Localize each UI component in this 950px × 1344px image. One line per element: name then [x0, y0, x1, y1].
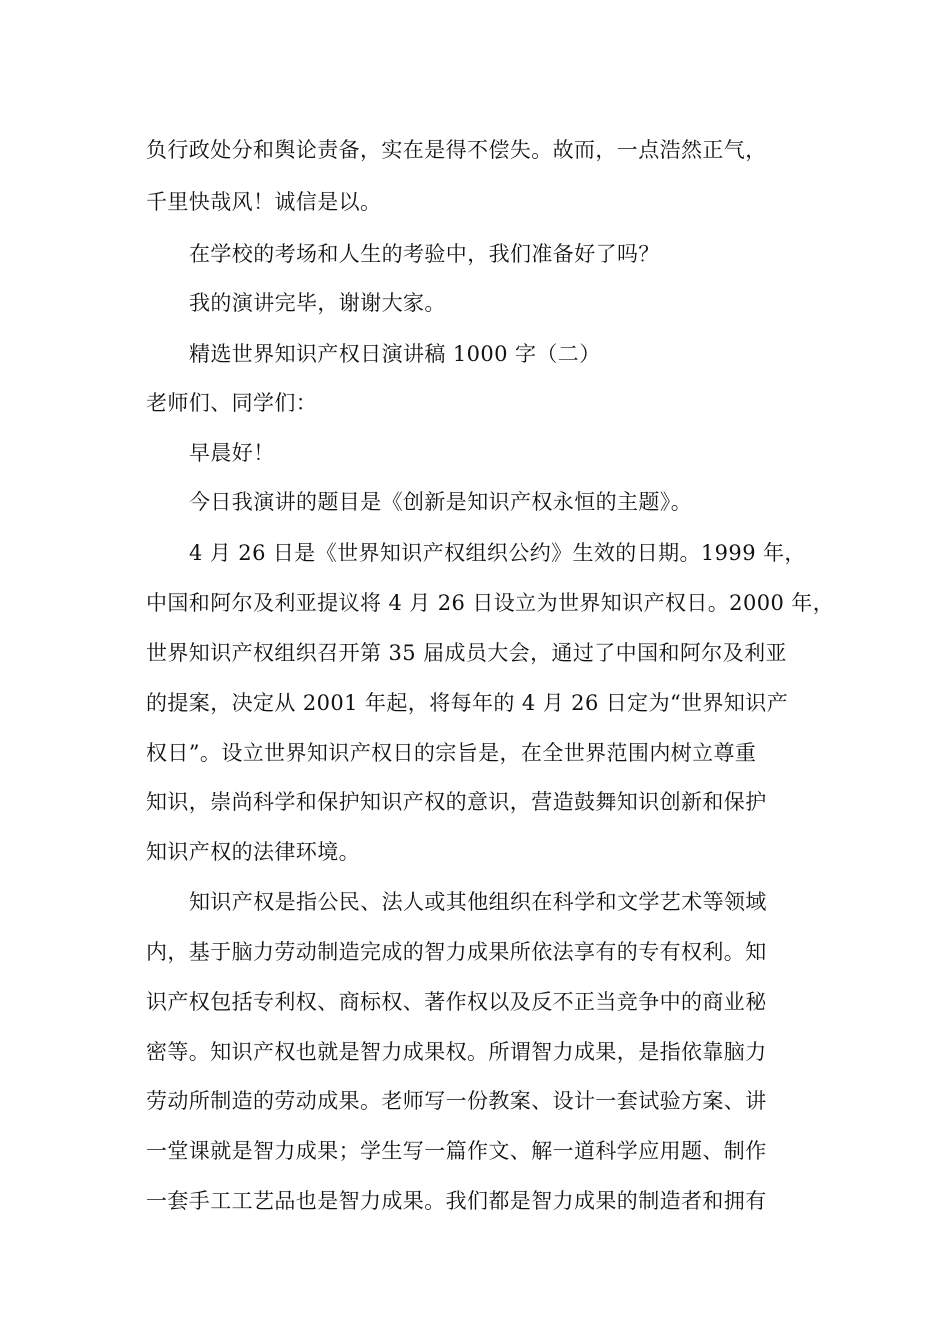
text-line: 知识，崇尚科学和保护知识产权的意识，营造鼓舞知识创新和保护: [146, 790, 767, 814]
text-line: 4 月 26 日是《世界知识产权组织公约》生效的日期。1999 年，: [189, 541, 806, 565]
salutation: 老师们、同学们：: [146, 391, 318, 415]
text-line: 中国和阿尔及利亚提议将 4 月 26 日设立为世界知识产权日。2000 年，: [146, 591, 835, 615]
text-line: 的提案，决定从 2001 年起，将每年的 4 月 26 日定为“世界知识产: [146, 691, 789, 715]
text-line: 权日”。设立世界知识产权日的宗旨是，在全世界范围内树立尊重: [146, 741, 757, 765]
section-heading: 精选世界知识产权日演讲稿 1000 字（二）: [189, 342, 601, 366]
text-line: 今日我演讲的题目是《创新是知识产权永恒的主题》。: [189, 490, 693, 514]
text-line: 识产权包括专利权、商标权、著作权以及反不正当竞争中的商业秘: [146, 990, 767, 1014]
text-line: 知识产权是指公民、法人或其他组织在科学和文学艺术等领域: [189, 890, 767, 914]
text-line: 密等。知识产权也就是智力成果权。所谓智力成果，是指依靠脑力: [146, 1040, 767, 1064]
text-line: 负行政处分和舆论责备，实在是得不偿失。故而，一点浩然正气，: [146, 138, 767, 162]
text-line: 内，基于脑力劳动制造完成的智力成果所依法享有的专有权利。知: [146, 940, 767, 964]
text-line: 在学校的考场和人生的考验中，我们准备好了吗？: [189, 242, 660, 266]
text-line: 一堂课就是智力成果；学生写一篇作文、解一道科学应用题、制作: [146, 1139, 767, 1163]
text-line: 千里快哉风！诚信是以。: [146, 190, 382, 214]
text-line: 我的演讲完毕，谢谢大家。: [189, 291, 446, 315]
text-line: 劳动所制造的劳动成果。老师写一份教案、设计一套试验方案、讲: [146, 1089, 767, 1113]
text-line: 一套手工工艺品也是智力成果。我们都是智力成果的制造者和拥有: [146, 1189, 767, 1213]
text-line: 知识产权的法律环境。: [146, 840, 360, 864]
text-line: 世界知识产权组织召开第 35 届成员大会，通过了中国和阿尔及利亚: [146, 641, 787, 665]
greeting: 早晨好！: [189, 441, 275, 465]
